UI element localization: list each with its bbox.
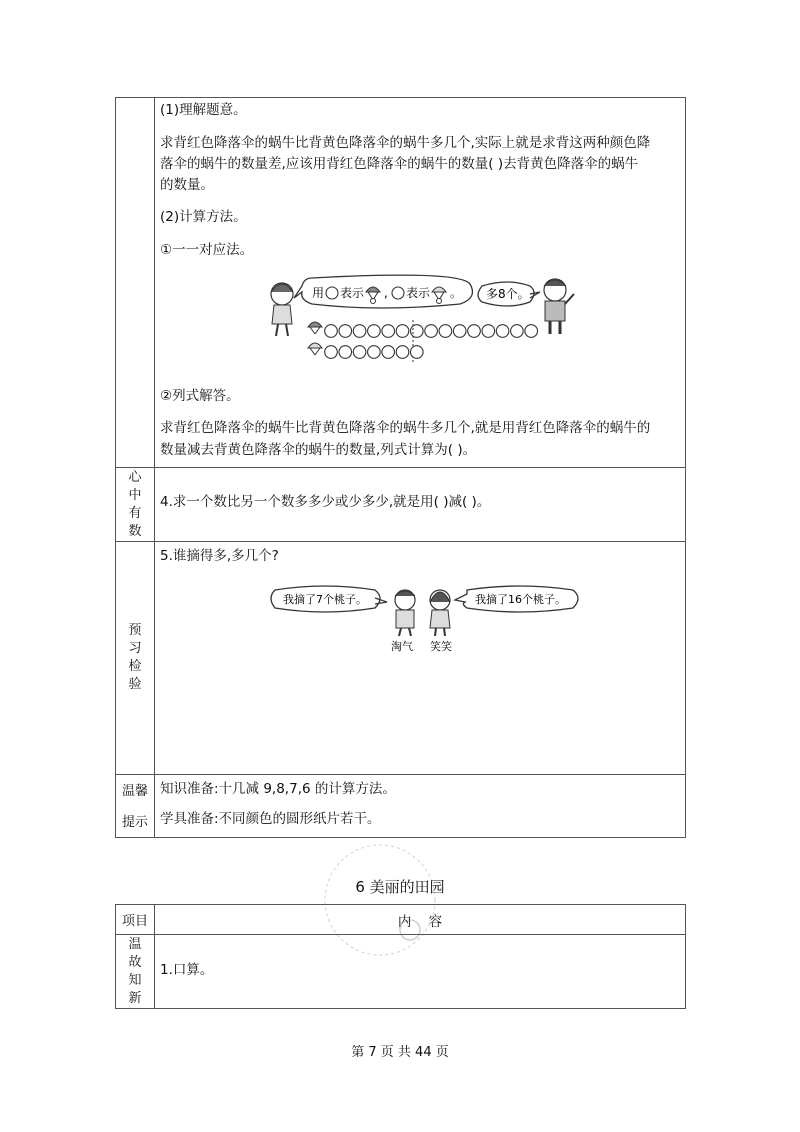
counter-circle xyxy=(453,325,466,338)
bubble-text: 多8个。 xyxy=(486,287,530,301)
counter-circle xyxy=(325,346,338,359)
label-char: 温 xyxy=(128,936,142,952)
label-char: 习 xyxy=(128,641,142,656)
counter-circle xyxy=(396,325,409,338)
section-title: 6 美丽的田园 xyxy=(355,878,445,896)
counter-circle xyxy=(482,325,495,338)
counter-circle xyxy=(382,346,395,359)
header-right: 内 容 xyxy=(397,913,443,930)
tips-label-2: 提示 xyxy=(121,815,148,830)
parachute-row2-icon xyxy=(308,343,322,355)
counter-circle xyxy=(525,325,538,338)
counter-circle xyxy=(368,325,381,338)
label-char: 新 xyxy=(128,990,142,1006)
bubble-text: 表示 xyxy=(406,286,431,300)
bubble-text: 。 xyxy=(450,286,463,300)
label-char: 心 xyxy=(128,469,142,485)
preview-question: 5.谁摘得多,多几个? xyxy=(160,548,279,564)
label-char: 知 xyxy=(128,972,142,988)
tips-label-1: 温馨 xyxy=(121,784,148,799)
counter-circle xyxy=(411,325,424,338)
bubble-text: , xyxy=(384,286,388,300)
method-heading: (2)计算方法。 xyxy=(160,209,247,225)
counter-circle xyxy=(396,346,409,359)
counter-circle xyxy=(353,325,366,338)
girl-figure-icon xyxy=(271,283,293,336)
tips-line-1: 知识准备:十几减 9,8,7,6 的计算方法。 xyxy=(160,781,396,797)
header-left: 项目 xyxy=(121,914,148,929)
xin-zhong-text: 4.求一个数比另一个数多多少或少多少,就是用( )减( )。 xyxy=(160,494,491,510)
label-char: 预 xyxy=(128,623,142,638)
circle-symbol-icon xyxy=(326,287,338,299)
label-char: 故 xyxy=(128,954,142,970)
formula-heading: ②列式解答。 xyxy=(160,388,240,404)
one-to-one-heading: ①一一对应法。 xyxy=(160,242,254,258)
xiaoxiao-girl-icon xyxy=(430,590,450,636)
header-left-cell xyxy=(116,905,155,935)
understand-line: 的数量。 xyxy=(160,177,214,193)
counter-circle xyxy=(425,325,438,338)
bubble-text: 表示 xyxy=(340,286,365,300)
red-circles-row xyxy=(325,325,538,338)
tips-label-cell xyxy=(116,775,155,838)
label-char: 数 xyxy=(128,523,142,539)
understand-heading: (1)理解题意。 xyxy=(160,102,247,118)
label-char: 有 xyxy=(128,505,142,521)
counter-circle xyxy=(511,325,524,338)
formula-line: 求背红色降落伞的蜗牛比背黄色降落伞的蜗牛多几个,就是用背红色降落伞的蜗牛的 xyxy=(160,420,651,436)
counter-circle xyxy=(468,325,481,338)
counter-circle xyxy=(382,325,395,338)
counter-circle xyxy=(325,325,338,338)
yellow-circles-row xyxy=(325,346,423,359)
formula-line: 数量减去背黄色降落伞的蜗牛的数量,列式计算为( )。 xyxy=(160,442,477,458)
bubble-text: 我摘了16个桃子。 xyxy=(475,593,566,606)
kou-suan-text: 1.口算。 xyxy=(160,962,214,978)
blank-label-cell xyxy=(116,98,155,468)
counter-circle xyxy=(439,325,452,338)
page-footer: 第 7 页 共 44 页 xyxy=(351,1045,449,1060)
header-right-cell xyxy=(155,905,686,935)
counter-circle xyxy=(368,346,381,359)
kid-name-xiaoxiao: 笑笑 xyxy=(430,640,452,653)
label-char: 检 xyxy=(128,659,142,674)
tips-line-2: 学具准备:不同颜色的圆形纸片若干。 xyxy=(160,811,381,827)
preview-label-cell xyxy=(116,542,155,775)
field-table xyxy=(115,904,686,1009)
counter-circle xyxy=(353,346,366,359)
understand-line: 求背红色降落伞的蜗牛比背黄色降落伞的蜗牛多几个,实际上就是求背这两种颜色降 xyxy=(160,135,651,151)
label-char: 中 xyxy=(128,487,142,503)
snail-comparison-illustration xyxy=(260,272,580,372)
wen-gu-label-cell xyxy=(116,935,155,1009)
parachute-row1-icon xyxy=(308,322,322,334)
counter-circle xyxy=(411,346,424,359)
counter-circle xyxy=(496,325,509,338)
label-char: 验 xyxy=(128,677,142,692)
xin-zhong-label-cell xyxy=(116,468,155,542)
peach-picking-illustration xyxy=(265,580,585,660)
circle-symbol-icon xyxy=(392,287,404,299)
understand-line: 落伞的蜗牛的数量差,应该用背红色降落伞的蜗牛的数量( )去背黄色降落伞的蜗牛 xyxy=(160,156,639,172)
kid-name-taoqi: 淘气 xyxy=(391,640,413,653)
bubble-text: 我摘了7个桃子。 xyxy=(283,593,367,606)
counter-circle xyxy=(339,325,352,338)
boy-figure-icon xyxy=(544,279,574,334)
bubble-text: 用 xyxy=(312,286,325,300)
taoqi-boy-icon xyxy=(395,590,415,636)
counter-circle xyxy=(339,346,352,359)
